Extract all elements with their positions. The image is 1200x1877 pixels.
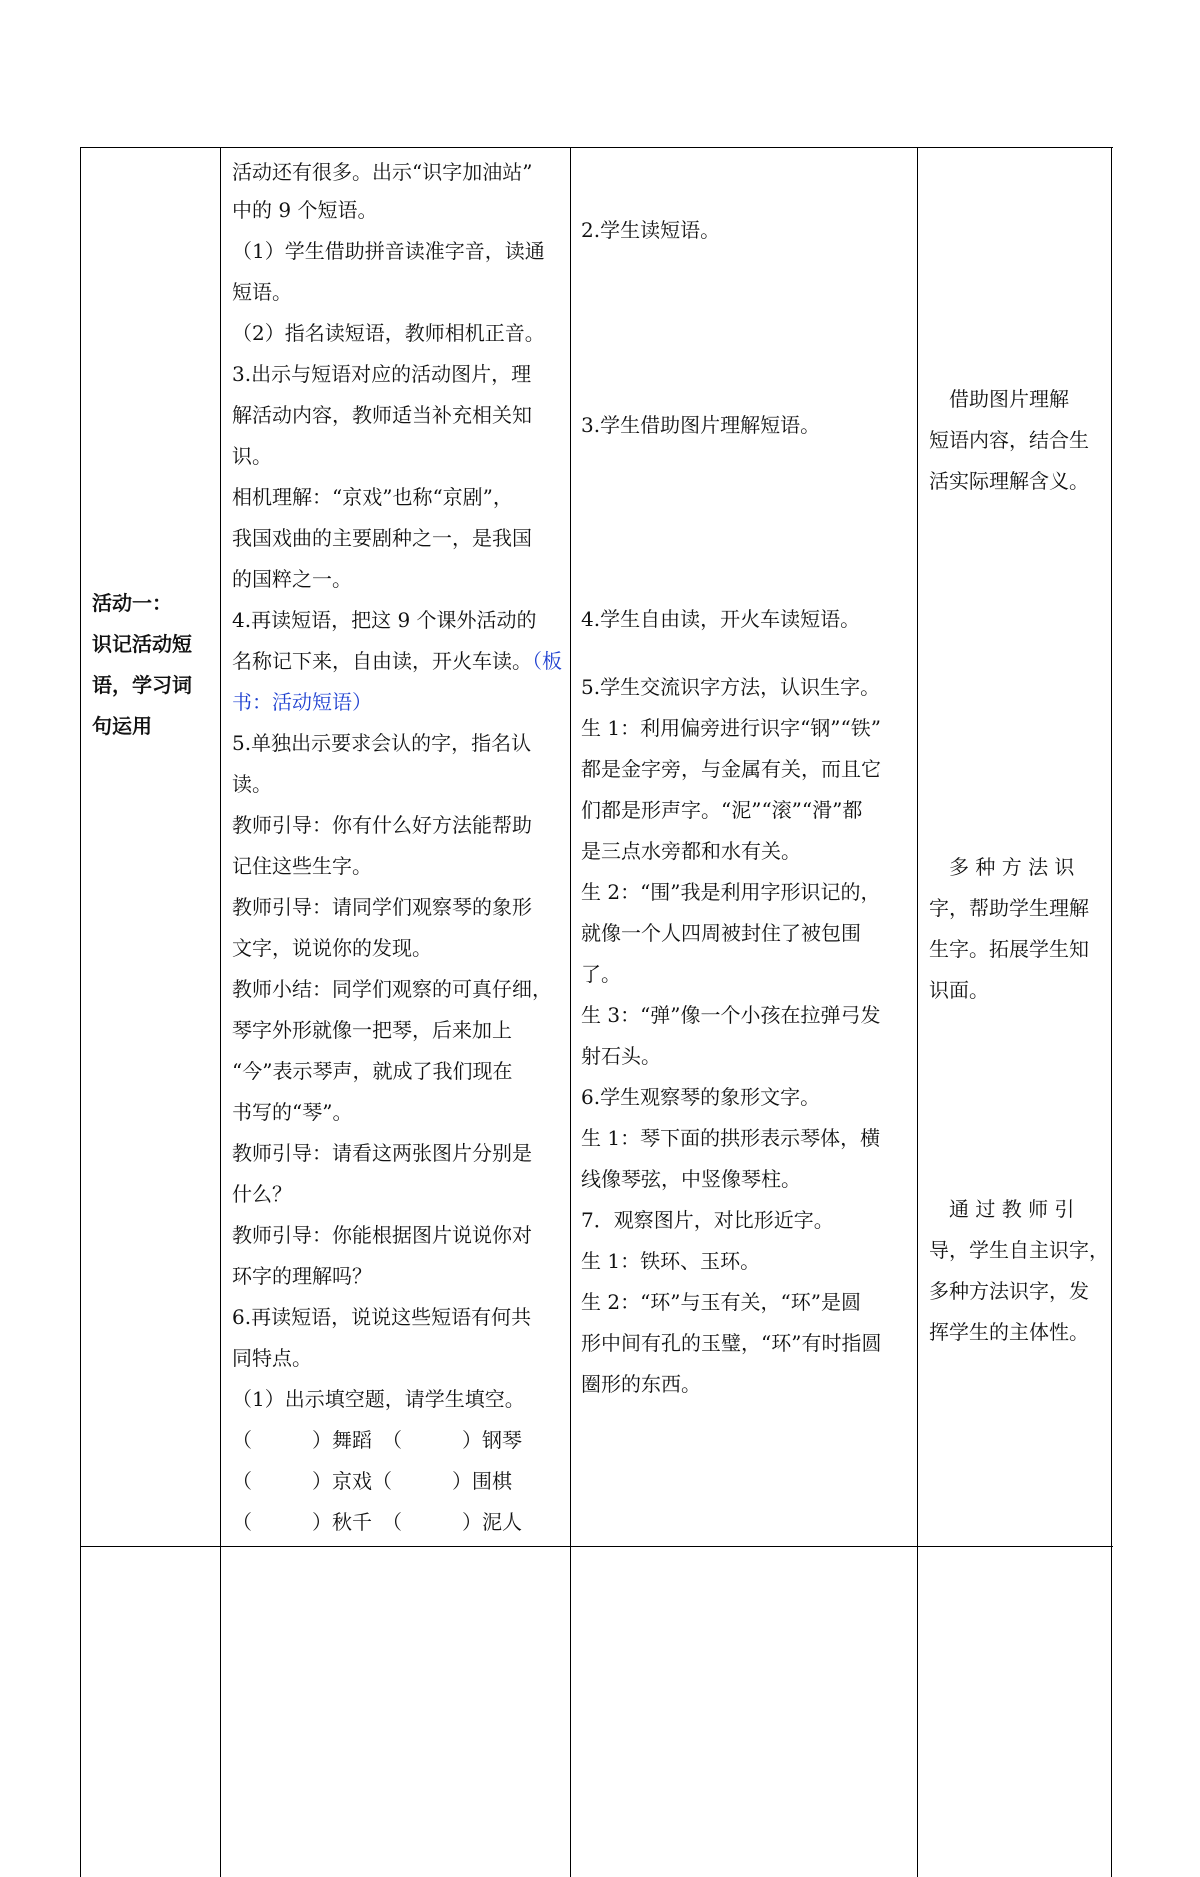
fill-blank-line: （ ）秋千 （ ）泥人 bbox=[232, 1510, 522, 1534]
student-line: 形中间有孔的玉璧，“环”有时指圆 bbox=[581, 1331, 882, 1355]
student-line: 都是金字旁，与金属有关，而且它 bbox=[581, 757, 881, 781]
student-line: 射石头。 bbox=[581, 1044, 661, 1068]
teacher-line: 4.再读短语，把这 9 个课外活动的 bbox=[232, 608, 537, 632]
teacher-line: （1）出示填空题，请学生填空。 bbox=[232, 1387, 525, 1411]
table-right-border bbox=[1111, 147, 1112, 1877]
student-line: 4.学生自由读，开火车读短语。 bbox=[581, 607, 861, 631]
intent-line: 识面。 bbox=[929, 978, 989, 1002]
table-top-border bbox=[80, 147, 1113, 148]
student-line: 7．观察图片，对比形近字。 bbox=[581, 1208, 834, 1232]
teacher-line: 识。 bbox=[232, 444, 272, 468]
teacher-line-with-note bbox=[232, 649, 562, 673]
teacher-line: 琴字外形就像一把琴，后来加上 bbox=[232, 1018, 512, 1042]
student-line: 3.学生借助图片理解短语。 bbox=[581, 413, 821, 437]
teacher-line: 中的 9 个短语。 bbox=[232, 198, 378, 222]
student-line: 生 1：铁环、玉环。 bbox=[581, 1249, 761, 1273]
student-line: 生 3：“弹”像一个小孩在拉弹弓发 bbox=[581, 1003, 881, 1027]
student-line: 是三点水旁都和水有关。 bbox=[581, 839, 801, 863]
column-divider-2 bbox=[570, 147, 571, 1877]
teacher-line: 记住这些生字。 bbox=[232, 854, 372, 878]
activity-title-line: 识记活动短 bbox=[92, 632, 192, 656]
student-line: 就像一个人四周被封住了被包围 bbox=[581, 921, 861, 945]
teacher-line: （1）学生借助拼音读准字音，读通 bbox=[232, 239, 545, 263]
teacher-line-text: 名称记下来，自由读，开火车读。 bbox=[232, 649, 532, 673]
teacher-line: 文字，说说你的发现。 bbox=[232, 936, 432, 960]
student-line: 们都是形声字。“泥”“滚”“滑”都 bbox=[581, 798, 863, 822]
teacher-line: 解活动内容，教师适当补充相关知 bbox=[232, 403, 532, 427]
intent-line: 借助图片理解 bbox=[929, 387, 1069, 411]
teacher-line: （2）指名读短语，教师相机正音。 bbox=[232, 321, 545, 345]
student-line: 圈形的东西。 bbox=[581, 1372, 701, 1396]
activity-title-line: 活动一： bbox=[92, 591, 172, 615]
blackboard-note: 书：活动短语） bbox=[232, 690, 372, 714]
student-line: 生 2：“环”与玉有关，“环”是圆 bbox=[581, 1290, 861, 1314]
student-line: 6.学生观察琴的象形文字。 bbox=[581, 1085, 821, 1109]
teacher-line: 的国粹之一。 bbox=[232, 567, 352, 591]
blackboard-note-start: （板 bbox=[532, 649, 562, 673]
teacher-line: 教师小结：同学们观察的可真仔细， bbox=[232, 977, 552, 1001]
student-line: 生 2：“围”我是利用字形识记的， bbox=[581, 880, 881, 904]
teacher-line: 教师引导：你有什么好方法能帮助 bbox=[232, 813, 532, 837]
lesson-table bbox=[80, 147, 1113, 1877]
teacher-line: 环字的理解吗？ bbox=[232, 1264, 372, 1288]
student-line: 5.学生交流识字方法，认识生字。 bbox=[581, 675, 881, 699]
student-line: 2.学生读短语。 bbox=[581, 218, 721, 242]
teacher-line: 书写的“琴”。 bbox=[232, 1100, 353, 1124]
intent-line: 活实际理解含义。 bbox=[929, 469, 1089, 493]
teacher-line: 短语。 bbox=[232, 280, 292, 304]
student-line: 了。 bbox=[581, 962, 621, 986]
teacher-line: “今”表示琴声，就成了我们现在 bbox=[232, 1059, 513, 1083]
column-divider-3 bbox=[917, 147, 918, 1877]
teacher-line: 教师引导：请看这两张图片分别是 bbox=[232, 1141, 532, 1165]
intent-line: 生字。拓展学生知 bbox=[929, 937, 1089, 961]
student-line: 线像琴弦，中竖像琴柱。 bbox=[581, 1167, 801, 1191]
teacher-line: 活动还有很多。出示“识字加油站” bbox=[232, 160, 533, 184]
teacher-line: 我国戏曲的主要剧种之一，是我国 bbox=[232, 526, 532, 550]
intent-line: 多 种 方 法 识 bbox=[929, 855, 1075, 879]
teacher-line: 读。 bbox=[232, 772, 272, 796]
teacher-line: 3.出示与短语对应的活动图片，理 bbox=[232, 362, 532, 386]
teacher-line: 同特点。 bbox=[232, 1346, 312, 1370]
table-bottom-border bbox=[80, 1546, 1113, 1547]
activity-title-line: 语，学习词 bbox=[92, 673, 192, 697]
activity-title-line: 句运用 bbox=[92, 714, 152, 738]
teacher-line: 6.再读短语，说说这些短语有何共 bbox=[232, 1305, 532, 1329]
fill-blank-line: （ ）舞蹈 （ ）钢琴 bbox=[232, 1428, 522, 1452]
intent-line: 导，学生自主识字， bbox=[929, 1238, 1109, 1262]
teacher-line: 什么？ bbox=[232, 1182, 292, 1206]
table-left-border bbox=[80, 147, 81, 1877]
intent-line: 短语内容，结合生 bbox=[929, 428, 1089, 452]
student-line: 生 1：利用偏旁进行识字“钢”“铁” bbox=[581, 716, 881, 740]
fill-blank-line: （ ）京戏（ ）围棋 bbox=[232, 1469, 512, 1493]
intent-line: 多种方法识字，发 bbox=[929, 1279, 1089, 1303]
teacher-line: 5.单独出示要求会认的字，指名认 bbox=[232, 731, 532, 755]
intent-line: 挥学生的主体性。 bbox=[929, 1320, 1089, 1344]
intent-line: 通 过 教 师 引 bbox=[929, 1197, 1075, 1221]
teacher-line: 教师引导：请同学们观察琴的象形 bbox=[232, 895, 532, 919]
student-line: 生 1：琴下面的拱形表示琴体，横 bbox=[581, 1126, 881, 1150]
teacher-line: 相机理解：“京戏”也称“京剧”， bbox=[232, 485, 513, 509]
intent-line: 字，帮助学生理解 bbox=[929, 896, 1089, 920]
column-divider-1 bbox=[220, 147, 221, 1877]
teacher-line: 教师引导：你能根据图片说说你对 bbox=[232, 1223, 532, 1247]
